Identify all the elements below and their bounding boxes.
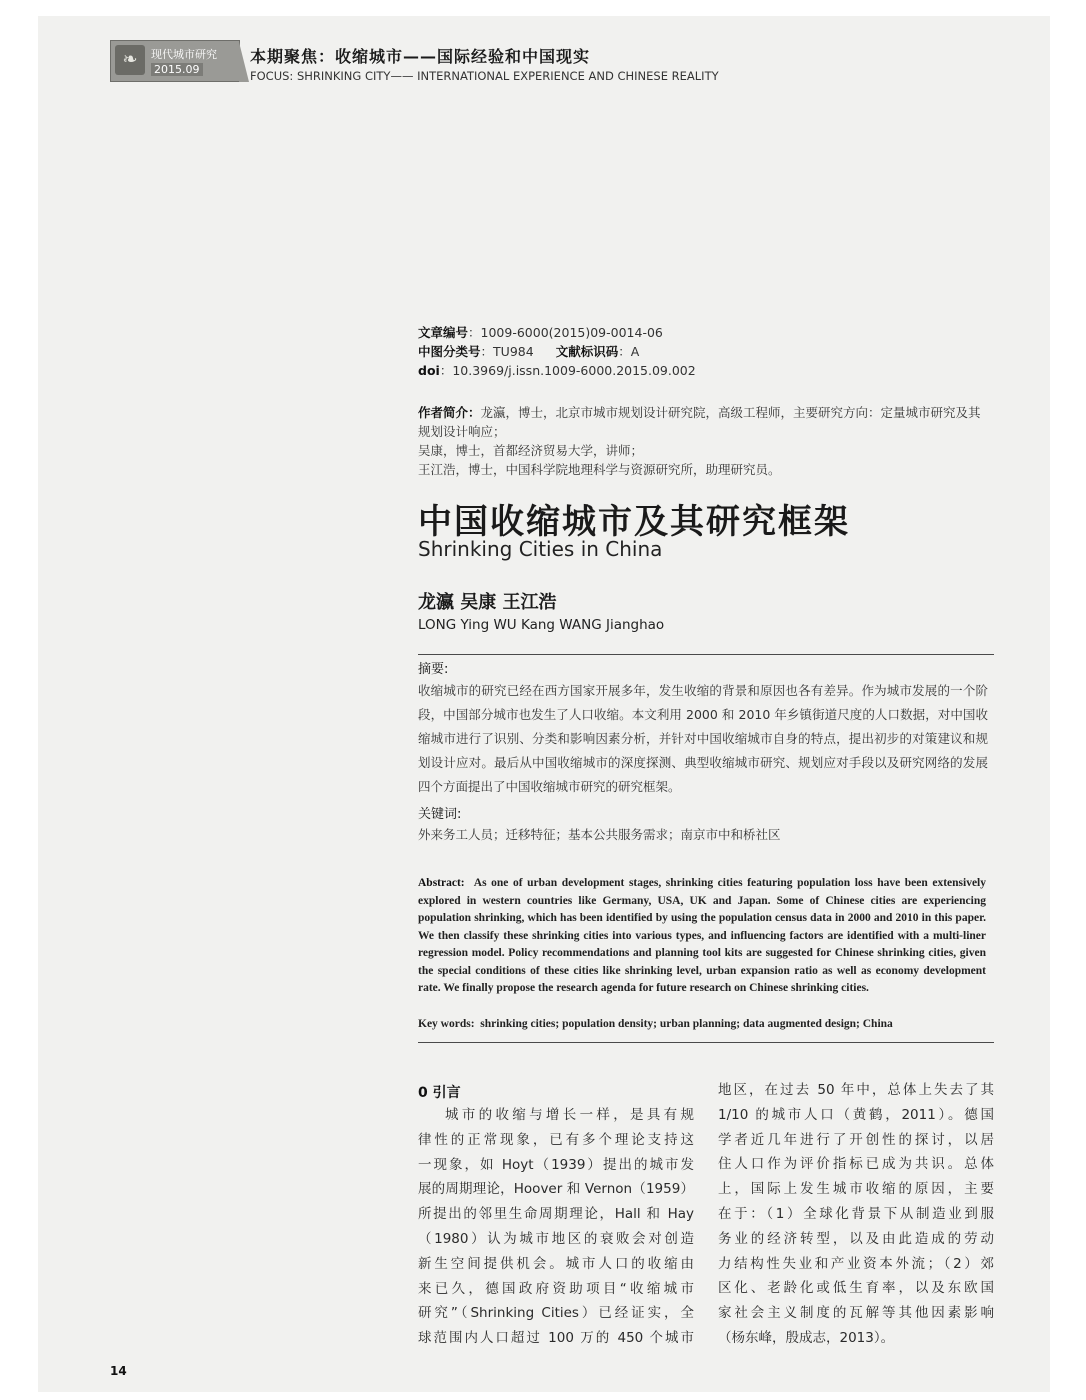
body-line: 住人口作为评价指标已成为共识。总体 [718, 1156, 994, 1173]
meta-article-no-value: 1009-6000(2015)09-0014-06 [480, 325, 663, 340]
section-title: 0 引言 [418, 1085, 461, 1101]
body-line: 地区，在过去 50 年中，总体上失去了其 [718, 1082, 994, 1098]
divider-top [418, 654, 994, 655]
body-line: 研究”（Shrinking Cities）已经证实，全 [418, 1305, 694, 1322]
body-line: 家社会主义制度的瓦解等其他因素影响 [718, 1305, 994, 1322]
divider-bottom [418, 1042, 994, 1043]
keywords-cn-text: 外来务工人员；迁移特征；基本公共服务需求；南京市中和桥社区 [418, 827, 781, 842]
body-column-2 [718, 1078, 994, 1351]
article-title-cn: 中国收缩城市及其研究框架 [418, 502, 850, 542]
badge-tail [239, 42, 249, 82]
body-column-1 [418, 1103, 694, 1351]
keywords-en [418, 1018, 988, 1030]
author-info [418, 403, 988, 479]
author-info-line: 吴康，博士，首都经济贸易大学，讲师； [418, 443, 644, 458]
body-line: 新生空间提供机会。城市人口的收缩由 [418, 1255, 694, 1272]
meta-doi: doi：10.3969/j.issn.1009-6000.2015.09.002 [418, 363, 696, 378]
body-line: （杨东峰，殷成志，2013）。 [718, 1329, 895, 1346]
meta-doi-value: 10.3969/j.issn.1009-6000.2015.09.002 [452, 363, 696, 378]
article-meta [418, 323, 696, 380]
body-line: 区化、老龄化或低生育率，以及东欧国 [718, 1280, 994, 1297]
abstract-cn-label: 摘要: [418, 662, 449, 677]
keywords-en-text: shrinking cities; population density; urban planning; data augmented design; China [480, 1018, 893, 1030]
meta-article-no: 文章编号：1009-6000(2015)09-0014-06 [418, 325, 663, 340]
body-line: 城市的收缩与增长一样，是具有规 [445, 1107, 694, 1123]
abstract-cn-text: 收缩城市的研究已经在西方国家开展多年，发生收缩的背景和原因也各有差异。作为城市发展的一个阶段，中国部分城市也发生了人口收缩。本文利用 2000 和 2010 年乡镇街道尺度的人口数据，对中国收缩城市进行了识别、分类和影响因素分析，并针对中国收缩城市自身的特点，提出初步的对策建议和规划设计应对。最后从中国收缩城市的深度探测、典型收缩城市研究、规划应对手段以及研究网络的发展四个方面提出了中国收缩城市研究的研究框架。 [418, 683, 988, 794]
meta-clc: 中图分类号：TU984 文献标识码：A [418, 344, 640, 359]
body-line: 1/10 的城市人口（黄鹤，2011）。德国 [718, 1106, 994, 1123]
journal-badge [110, 40, 240, 82]
body-line: 律性的正常现象，已有多个理论支持这 [418, 1131, 694, 1148]
body-line: 在于：（1）全球化背景下从制造业到服 [718, 1205, 994, 1222]
body-line: 一现象，如 Hoyt（1939）提出的城市发 [418, 1156, 694, 1173]
body-line: 球范围内人口超过 100 万的 450 个城市 [418, 1330, 694, 1347]
abstract-en [418, 875, 986, 998]
meta-doc-code-label: 文献标识码 [555, 344, 619, 359]
authors-cn: 龙瀛 吴康 王江浩 [418, 592, 557, 613]
focus-title-en: FOCUS: SHRINKING CITY—— INTERNATIONAL EXPERIENCE AND CHINESE REALITY [250, 69, 719, 83]
journal-name: 现代城市研究 [151, 48, 217, 61]
authors-en: LONG Ying WU Kang WANG Jianghao [418, 617, 665, 633]
meta-clc-label: 中图分类号 [418, 344, 481, 359]
body-line: 务业的经济转型，以及由此造成的劳动 [718, 1230, 994, 1247]
author-info-line: 龙瀛，博士，北京市城市规划设计研究院，高级工程师，主要研究方向：定量城市研究及其规划设计响应； [418, 405, 981, 439]
journal-logo-icon: ❧ [115, 45, 145, 75]
keywords-en-label: Key words: [418, 1018, 475, 1030]
journal-issue: 2015.09 [151, 63, 203, 76]
focus-title-cn: 本期聚焦：收缩城市——国际经验和中国现实 [250, 47, 591, 66]
abstract-en-label: Abstract: [418, 877, 465, 889]
body-line: 展的周期理论，Hoover 和 Vernon（1959） [418, 1181, 694, 1198]
author-info-line: 王江浩，博士，中国科学院地理科学与资源研究所，助理研究员。 [418, 462, 781, 477]
article-title-en: Shrinking Cities in China [418, 537, 663, 561]
body-line: 学者近几年进行了开创性的探讨，以居 [718, 1131, 994, 1148]
page-number: 14 [110, 1364, 127, 1378]
body-line: 所提出的邻里生命周期理论，Hall 和 Hay [418, 1206, 694, 1223]
author-info-label: 作者简介： [418, 405, 481, 420]
body-line: （1980）认为城市地区的衰败会对创造 [418, 1230, 694, 1247]
body-line: 上，国际上发生城市收缩的原因，主要 [718, 1181, 994, 1198]
meta-article-no-label: 文章编号 [418, 325, 469, 340]
meta-doc-code-value: A [630, 344, 640, 359]
abstract-en-text: As one of urban development stages, shrinking cities featuring population loss have been extensively explored in western countries like Germany, USA, UK and Japan. Some of Chinese cities are experiencing population shrinking, which has been identified by using the population census data in 2000 and 2010 in this paper. We then classify these shrinking cities into various types, and influencing factors are identified with a multi-liner regression model. Policy recommendations and planning tool kits are suggested for Chinese shrinking cities, given the special conditions of these cities like shrinking level, urban expansion ratio as well as economy development rate. We finally propose the research agenda for future research on Chinese shrinking cities. [418, 877, 987, 994]
meta-doi-label: doi [418, 363, 440, 378]
body-line: 力结构性失业和产业资本外流；（2）郊 [718, 1255, 994, 1272]
keywords-cn-label: 关键词: [418, 807, 462, 822]
meta-clc-value: TU984 [493, 344, 534, 359]
body-line: 来已久，德国政府资助项目“收缩城市 [418, 1280, 694, 1297]
